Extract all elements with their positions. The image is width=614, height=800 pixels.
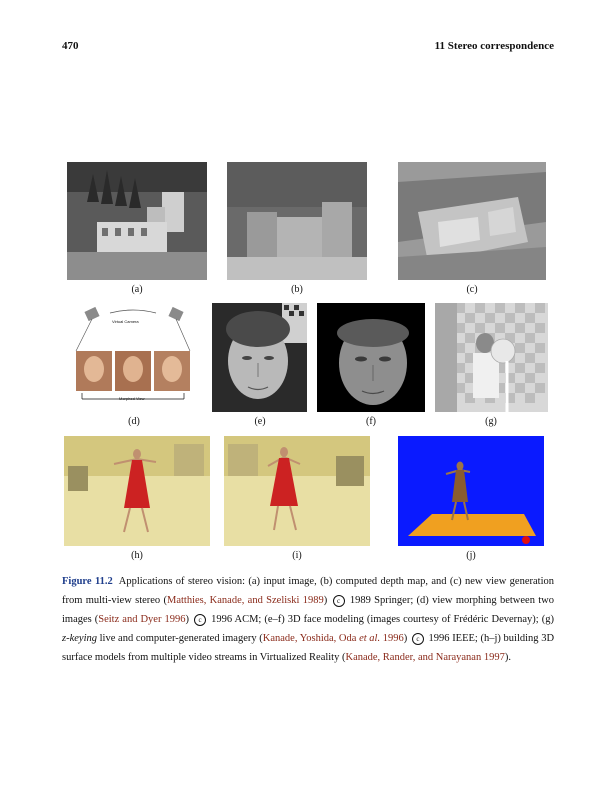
- new-view-image: [398, 162, 546, 280]
- sublabel-c: (c): [466, 284, 478, 295]
- image-panel-f: [317, 303, 425, 412]
- figure-caption: [62, 572, 554, 667]
- sublabel-j: (j): [466, 550, 476, 561]
- image-panel-h: [64, 436, 210, 546]
- caption-text-10: ).: [504, 652, 511, 663]
- image-panel-a: [67, 162, 207, 280]
- sublabel-g: (g): [485, 416, 497, 427]
- citation-italic-et-al: et al.: [359, 633, 381, 644]
- image-panel-j: [398, 436, 544, 546]
- dancer-video-frame-1: [64, 436, 210, 546]
- image-panel-d: [62, 305, 204, 409]
- sublabel-f: (f): [366, 416, 376, 427]
- page-number: 470: [62, 40, 79, 52]
- sublabel-i: (i): [292, 550, 302, 561]
- sublabel-a: (a): [131, 284, 143, 295]
- face-photo: [212, 303, 307, 412]
- copyright-icon: c: [194, 614, 206, 626]
- figure-label: Figure 11.2: [62, 576, 113, 587]
- sublabel-d: (d): [128, 416, 140, 427]
- city-model-photo: [67, 162, 207, 280]
- caption-text-1: Applications of stereo vision: (a) input image, (b) computed depth map, and (c) new view generation from multi-view stereo (: [62, 576, 554, 606]
- z-keying-image: [435, 303, 548, 412]
- caption-text-9: 1996 IEEE; (h–j) building 3D surface models from multiple video streams in Virtualized Reality (: [62, 633, 555, 663]
- sublabel-h: (h): [131, 550, 143, 561]
- image-panel-g: [435, 303, 548, 412]
- citation-year: 1996: [380, 633, 404, 644]
- sublabel-e: (e): [254, 416, 266, 427]
- copyright-icon: c: [412, 633, 424, 645]
- citation-link-kanade-rander[interactable]: Kanade, Rander, and Narayanan 1997: [345, 652, 505, 663]
- running-head: [62, 40, 554, 56]
- image-panel-b: [227, 162, 367, 280]
- caption-text-8: ): [403, 633, 408, 644]
- dancer-video-frame-2: [224, 436, 370, 546]
- image-panel-i: [224, 436, 370, 546]
- caption-text-5: 1996 ACM; (e–f) 3D face modeling (images courtesy of Frédéric Devernay); (g): [211, 614, 554, 625]
- virtualized-reality-model: [398, 436, 544, 546]
- citation-text: Kanade, Yoshida, Oda: [262, 633, 360, 644]
- caption-text-4: ): [185, 614, 189, 625]
- caption-italic-z-keying: z-keying: [62, 633, 97, 644]
- citation-link-seitz[interactable]: Seitz and Dyer 1996: [98, 614, 186, 625]
- depth-map-image: [227, 162, 367, 280]
- image-panel-e: [212, 303, 307, 412]
- copyright-icon: c: [333, 595, 345, 607]
- caption-text-3: 1989 Springer; (d) view morphing between two images (: [62, 595, 555, 625]
- citation-link-kanade-yoshida[interactable]: [263, 633, 404, 644]
- caption-text-2: ): [323, 595, 328, 606]
- morphed-view-label: Morphed View: [119, 396, 145, 401]
- sublabel-b: (b): [291, 284, 303, 295]
- chapter-title: 11 Stereo correspondence: [434, 40, 554, 52]
- virtual-camera-label: Virtual Camera: [112, 319, 139, 324]
- face-3d-model: [317, 303, 425, 412]
- image-panel-c: [398, 162, 546, 280]
- citation-link-matthies[interactable]: Matthies, Kanade, and Szeliski 1989: [167, 595, 324, 606]
- caption-text-7: live and computer-generated imagery (: [99, 633, 263, 644]
